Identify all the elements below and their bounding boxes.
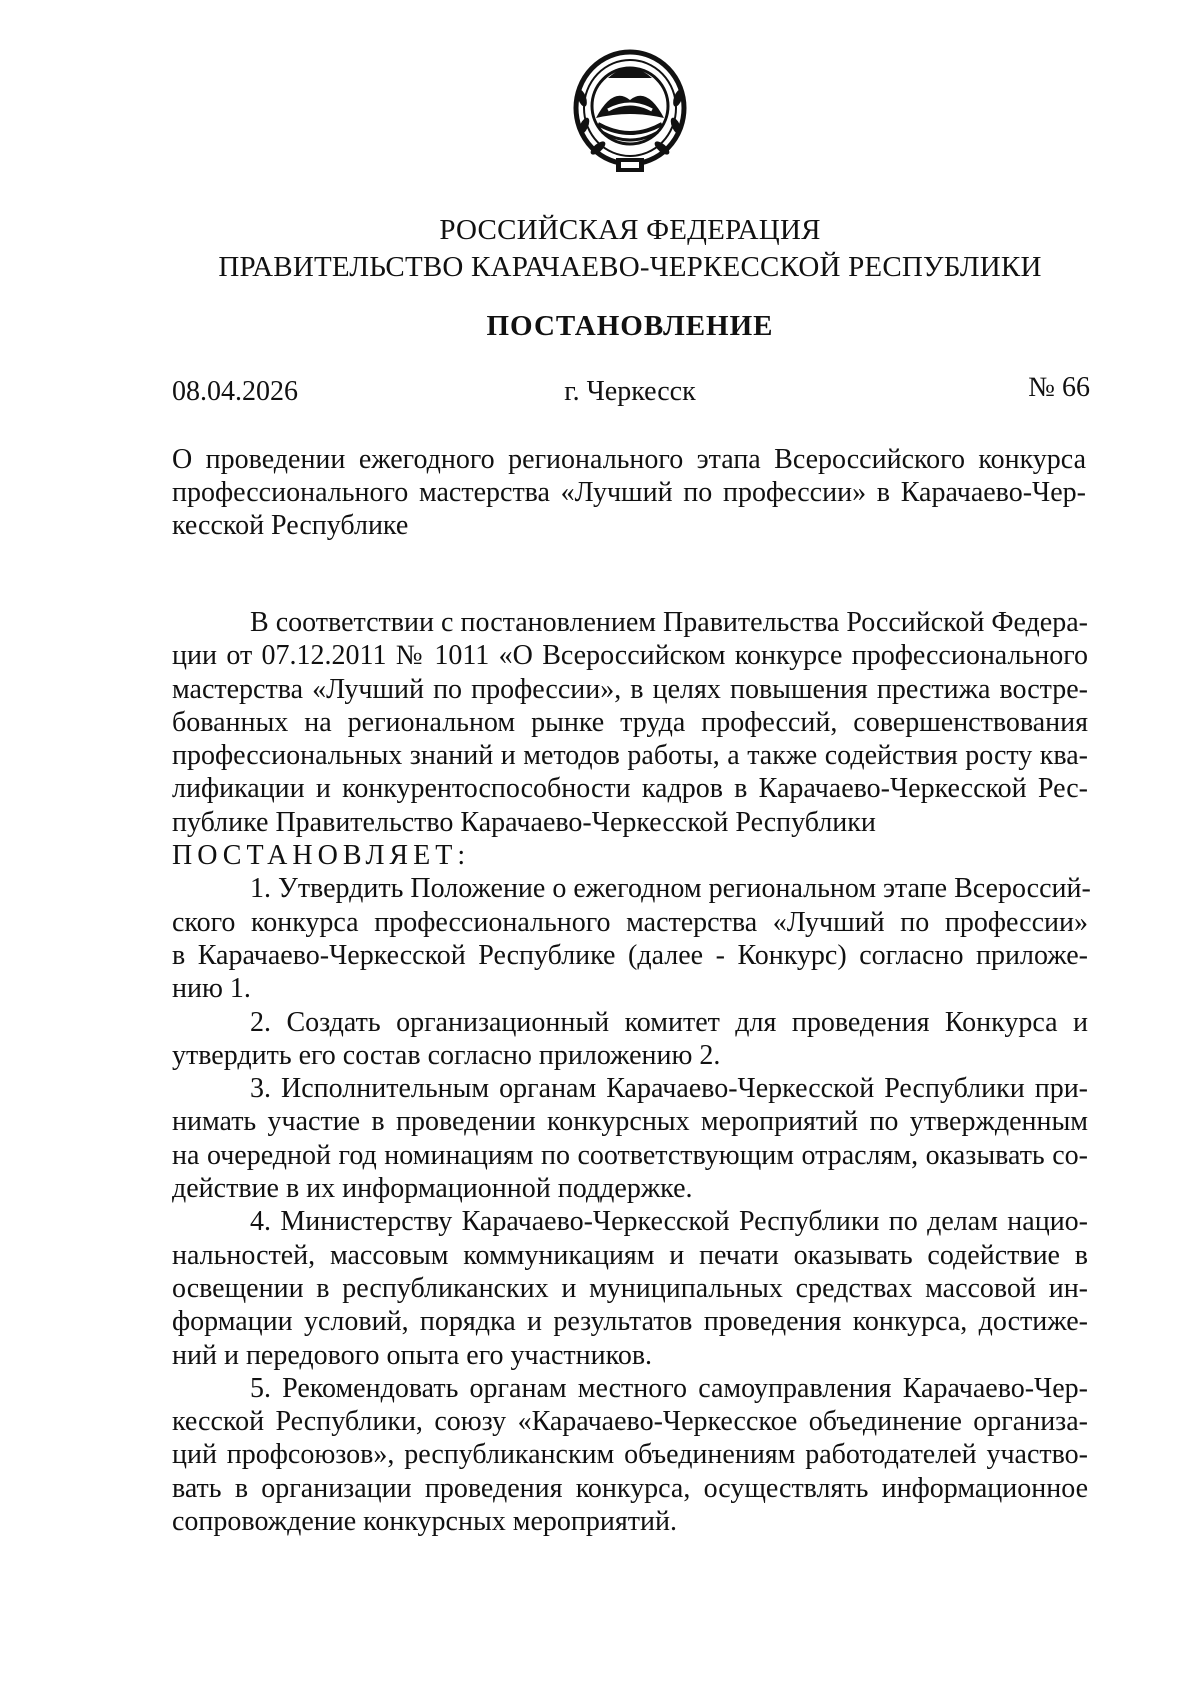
item-line: кесской Республики, союзу «Карачаево-Черкесское объединение организа- bbox=[172, 1406, 1088, 1438]
subject-line: профессионального мастерства «Лучший по профессии» в Карачаево-Чер- bbox=[172, 477, 1086, 508]
document-type: ПОСТАНОВЛЕНИЕ bbox=[486, 310, 774, 342]
item-line: нальностей, массовым коммуникациям и печати оказывать содействие в bbox=[172, 1239, 1088, 1271]
item-line: 2. Создать организационный комитет для проведения Конкурса и bbox=[250, 1006, 1088, 1038]
preamble-line: профессиональных знаний и методов работы, а также содействия росту ква- bbox=[172, 740, 1088, 772]
item-5 bbox=[172, 1372, 1088, 1538]
preamble-line: мастерства «Лучший по профессии», в целях повышения престижа востре- bbox=[172, 673, 1088, 705]
item-line: 3. Исполнительным органам Карачаево-Черкесской Республики при- bbox=[250, 1073, 1088, 1105]
item-line: ний и передового опыта его участников. bbox=[172, 1339, 653, 1371]
preamble-line: ции от 07.12.2011 № 1011 «О Всероссийском конкурсе профессионального bbox=[172, 640, 1088, 672]
coat-of-arms-icon bbox=[568, 48, 692, 180]
document-date: 08.04.2026 bbox=[172, 376, 298, 407]
item-line: формации условий, порядка и результатов проведения конкурса, достиже- bbox=[172, 1306, 1088, 1338]
item-line: ций профсоюзов», республиканским объединениям работодателей участво- bbox=[172, 1439, 1088, 1471]
item-line: 1. Утвердить Положение о ежегодном региональном этапе Всероссий- bbox=[250, 873, 1091, 905]
subject-line: О проведении ежегодного регионального этапа Всероссийского конкурса bbox=[172, 444, 1086, 475]
item-line: 4. Министерству Карачаево-Черкесской Республики по делам нацио- bbox=[250, 1206, 1088, 1238]
item-line: нимать участие в проведении конкурсных мероприятий по утвержденным bbox=[172, 1106, 1088, 1138]
government-name: ПРАВИТЕЛЬСТВО КАРАЧАЕВО-ЧЕРКЕССКОЙ РЕСПУБЛИКИ bbox=[218, 251, 1042, 283]
item-line: освещении в республиканских и муниципальных средствах массовой ин- bbox=[172, 1272, 1088, 1304]
item-line: сопровождение конкурсных мероприятий. bbox=[172, 1506, 677, 1538]
item-line: на очередной год номинациям по соответствующим отраслям, оказывать со- bbox=[172, 1139, 1088, 1171]
item-line: нию 1. bbox=[172, 973, 251, 1005]
item-line: действие в их информационной поддержке. bbox=[172, 1173, 693, 1205]
item-line: утвердить его состав согласно приложению 2. bbox=[172, 1039, 721, 1071]
document-city: г. Черкесск bbox=[564, 376, 696, 407]
item-line: вать в организации проведения конкурса, осуществлять информационное bbox=[172, 1472, 1088, 1504]
item-line: 5. Рекомендовать органам местного самоуправления Карачаево-Чер- bbox=[250, 1372, 1088, 1404]
item-line: ского конкурса профессионального мастерства «Лучший по профессии» bbox=[172, 906, 1088, 938]
preamble-line: лификации и конкурентоспособности кадров в Карачаево-Черкесской Рес- bbox=[172, 773, 1088, 805]
issuer-header bbox=[0, 212, 1200, 286]
decree-word: ПОСТАНОВЛЯЕТ: bbox=[172, 840, 471, 872]
item-2 bbox=[172, 1006, 1088, 1073]
item-3 bbox=[172, 1072, 1088, 1205]
preamble bbox=[172, 606, 1088, 839]
document-number: № 66 bbox=[1028, 372, 1090, 403]
document-subject bbox=[172, 443, 1086, 542]
item-line: в Карачаево-Черкесской Республике (далее - Конкурс) согласно приложе- bbox=[172, 939, 1088, 971]
preamble-line: бованных на региональном рынке труда профессий, совершенствования bbox=[172, 706, 1088, 738]
item-4 bbox=[172, 1205, 1088, 1371]
subject-line: кесской Республике bbox=[172, 510, 409, 541]
item-1 bbox=[172, 872, 1091, 1005]
preamble-line: публике Правительство Карачаево-Черкесской Республики bbox=[172, 806, 876, 838]
country-name: РОССИЙСКАЯ ФЕДЕРАЦИЯ bbox=[439, 214, 821, 246]
document-body bbox=[172, 606, 1091, 1538]
preamble-line: В соответствии с постановлением Правительства Российской Федера- bbox=[250, 607, 1088, 638]
